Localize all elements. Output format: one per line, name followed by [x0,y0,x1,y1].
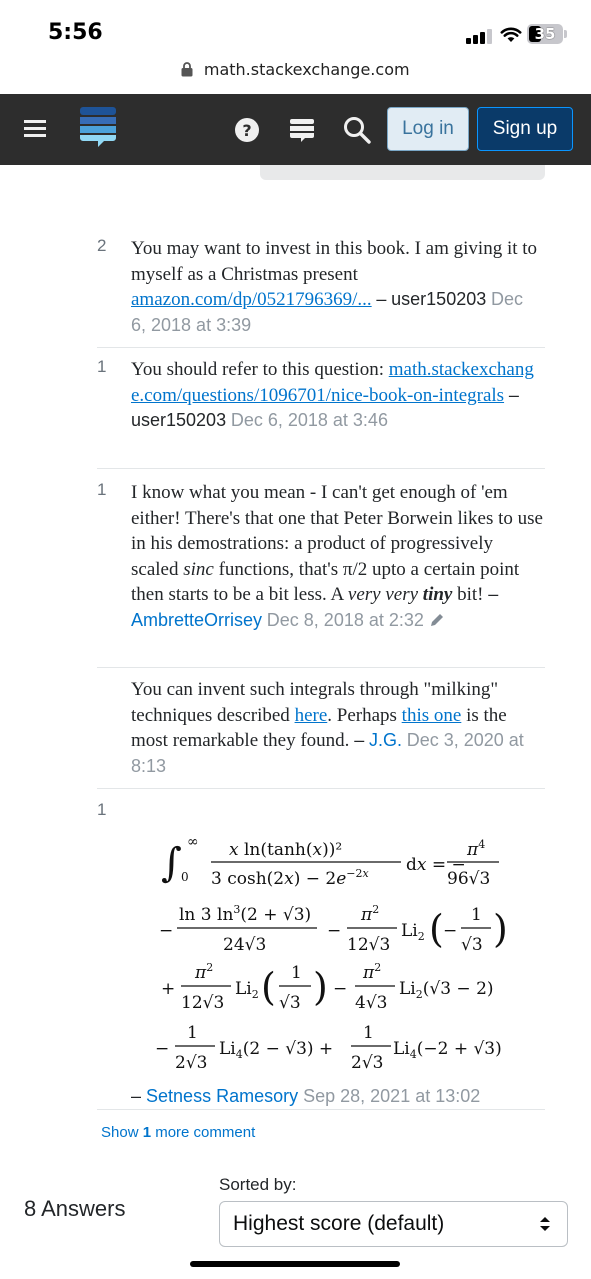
signup-button[interactable]: Sign up [477,107,573,151]
comment-separator: – [131,1086,142,1106]
svg-text:2√3: 2√3 [175,1053,208,1073]
comment [97,480,545,668]
comment-date[interactable]: Dec 6, 2018 at 3:39 [131,289,524,335]
svg-text:−: − [327,921,342,941]
inbox-icon[interactable] [289,117,315,143]
comment-separator: – [508,384,519,405]
comment-body [131,677,543,779]
status-bar [0,0,591,60]
svg-text:−: − [159,921,174,941]
comment-body [131,357,543,434]
comment-score: 2 [97,236,107,255]
svg-text:12√3: 12√3 [347,935,391,955]
comment-text: I know what you mean - I can't get enough of 'em either! There's that one that Peter Borwein likes to use in his demostrations: a product of progressively scaled [131,482,543,580]
question-footer-box [260,165,545,180]
home-indicator[interactable] [190,1261,400,1267]
login-button[interactable]: Log in [387,107,469,151]
svg-text:Li4(−2 + √3): $Li_4(-2 + √3)$ [393,1039,502,1061]
help-icon[interactable] [234,117,260,143]
svg-text:96√3: 96√3 [447,869,491,889]
comment-score: 1 [97,357,107,376]
comment-score: 1 [97,800,107,819]
svg-text:π2: $\pi^2$ [195,961,214,983]
comment-separator: – [376,289,387,310]
comment-score: 1 [97,480,107,499]
comment-emphasis: sinc [183,558,214,580]
show-more-prefix: Show [101,1124,143,1141]
svg-text:−: − [443,921,458,941]
edit-icon[interactable] [428,611,446,629]
comment-text: bit! [452,584,484,606]
comment-separator: – [488,584,499,605]
battery-icon [527,24,563,44]
comment-user[interactable]: J.G. [368,730,402,751]
comment-link[interactable]: amazon.com/dp/0521796369/... [131,289,372,311]
url-text: math.stackexchange.com [203,60,410,79]
wifi-icon [500,25,522,43]
svg-text:?: ? [242,121,252,140]
show-more-count: 1 [142,1124,152,1141]
svg-text:1: 1 [291,963,302,983]
svg-text:−: − [155,1039,170,1059]
battery-level: 35 [534,25,556,43]
svg-text:−: − [333,979,348,999]
svg-text:): ) [313,965,328,1009]
comment-meta [131,1086,480,1107]
comment-body [131,480,543,634]
svg-text:12√3: 12√3 [181,993,225,1013]
svg-text:x ln(tanh(x))²: x ln(tanh(x))² [229,840,343,860]
svg-text:∞: ∞ [187,834,199,850]
comment-user[interactable]: AmbretteOrrisey [131,609,263,630]
svg-text:(: ( [429,907,444,951]
svg-text:): ) [493,907,508,951]
svg-text:Li2: $Li_2$ [401,921,425,943]
comment-date[interactable]: Sep 28, 2021 at 13:02 [303,1086,481,1106]
comment [97,677,545,789]
comment-link[interactable]: this one [401,704,462,726]
sort-arrows-icon [539,1216,551,1232]
comment-emphasis: very very [347,584,419,606]
comment-date[interactable]: Dec 6, 2018 at 3:46 [230,410,388,431]
svg-text:∫: ∫ [161,840,182,886]
svg-text:2√3: 2√3 [351,1053,384,1073]
svg-text:Li2: $Li_2$ [235,979,259,1001]
svg-text:ln 3 ln3(2 + √3): ln 3 $\ln^3(2 + √3)$ [179,903,312,925]
svg-text:√3: √3 [461,935,483,955]
svg-text:4√3: 4√3 [355,993,388,1013]
comment-date[interactable]: Dec 3, 2020 at 8:13 [131,730,524,776]
svg-text:1: 1 [471,905,482,925]
address-bar[interactable] [0,60,591,94]
sort-select[interactable] [219,1201,568,1247]
svg-text:(: ( [261,965,276,1009]
svg-text:dx = −: dx = − [406,855,466,875]
site-header [0,94,591,165]
svg-text:π2: $\pi^2$ [361,903,380,925]
answers-count: 8 Answers [24,1196,126,1221]
status-time: 5:56 [48,20,103,45]
comment-user[interactable]: user150203 [391,289,487,310]
comment-text: is the most remarkable they found. [131,704,507,752]
math-formula [131,818,543,1078]
lock-icon [181,62,193,77]
comment-link[interactable]: here [294,704,328,726]
svg-text:√3: √3 [279,993,301,1013]
svg-text:Li2(√3 − 2): $Li_2(√3 - 2)$ [399,979,494,1001]
svg-text:3 cosh(2x) − 2e−2x: 3 $\cosh(2x) - 2e^{-2x}$ [211,867,369,889]
sorted-by-label: Sorted by: [219,1175,297,1194]
comment-user[interactable]: Setness Ramesory [146,1086,299,1106]
svg-text:+: + [161,979,176,999]
search-icon[interactable] [343,116,371,144]
comment-text: You should refer to this question: [131,359,384,380]
comment-date[interactable]: Dec 8, 2018 at 2:32 [266,609,424,630]
svg-text:π4: $\pi^4$ [467,838,486,860]
comment-emphasis: tiny [422,584,453,606]
signal-icon [466,28,492,44]
show-more-comments-link[interactable] [101,1124,255,1141]
svg-text:24√3: 24√3 [223,935,267,955]
comment-link[interactable]: math.stackexchange.com/questions/1096701/nice-book-on-integrals [131,359,534,406]
comment [97,236,545,348]
hamburger-icon[interactable] [24,120,46,138]
svg-text:Li4(2 − √3) +: $Li_4(2 - √3)$ + [219,1039,334,1061]
comment-user[interactable]: user150203 [131,410,227,431]
comment [97,357,545,469]
comment-text: You may want to invest in this book. I am giving it to myself as a Christmas present [131,238,538,285]
stackexchange-logo-icon[interactable] [80,107,116,147]
svg-text:π2: $\pi^2$ [363,961,382,983]
svg-text:1: 1 [363,1023,374,1043]
svg-text:0: 0 [181,870,189,884]
show-more-suffix: more comment [151,1124,256,1141]
comment-separator: – [354,730,365,751]
comment-text: . Perhaps [327,704,402,726]
comment-text: You can invent such integrals through "milking" techniques described [131,679,499,726]
comment-text: functions, that's π/2 upto a certain point then starts to be a bit less. A [131,558,520,606]
comment [97,800,545,1110]
comment-body [131,236,543,338]
sort-selected-value: Highest score (default) [233,1212,445,1235]
svg-text:1: 1 [187,1023,198,1043]
